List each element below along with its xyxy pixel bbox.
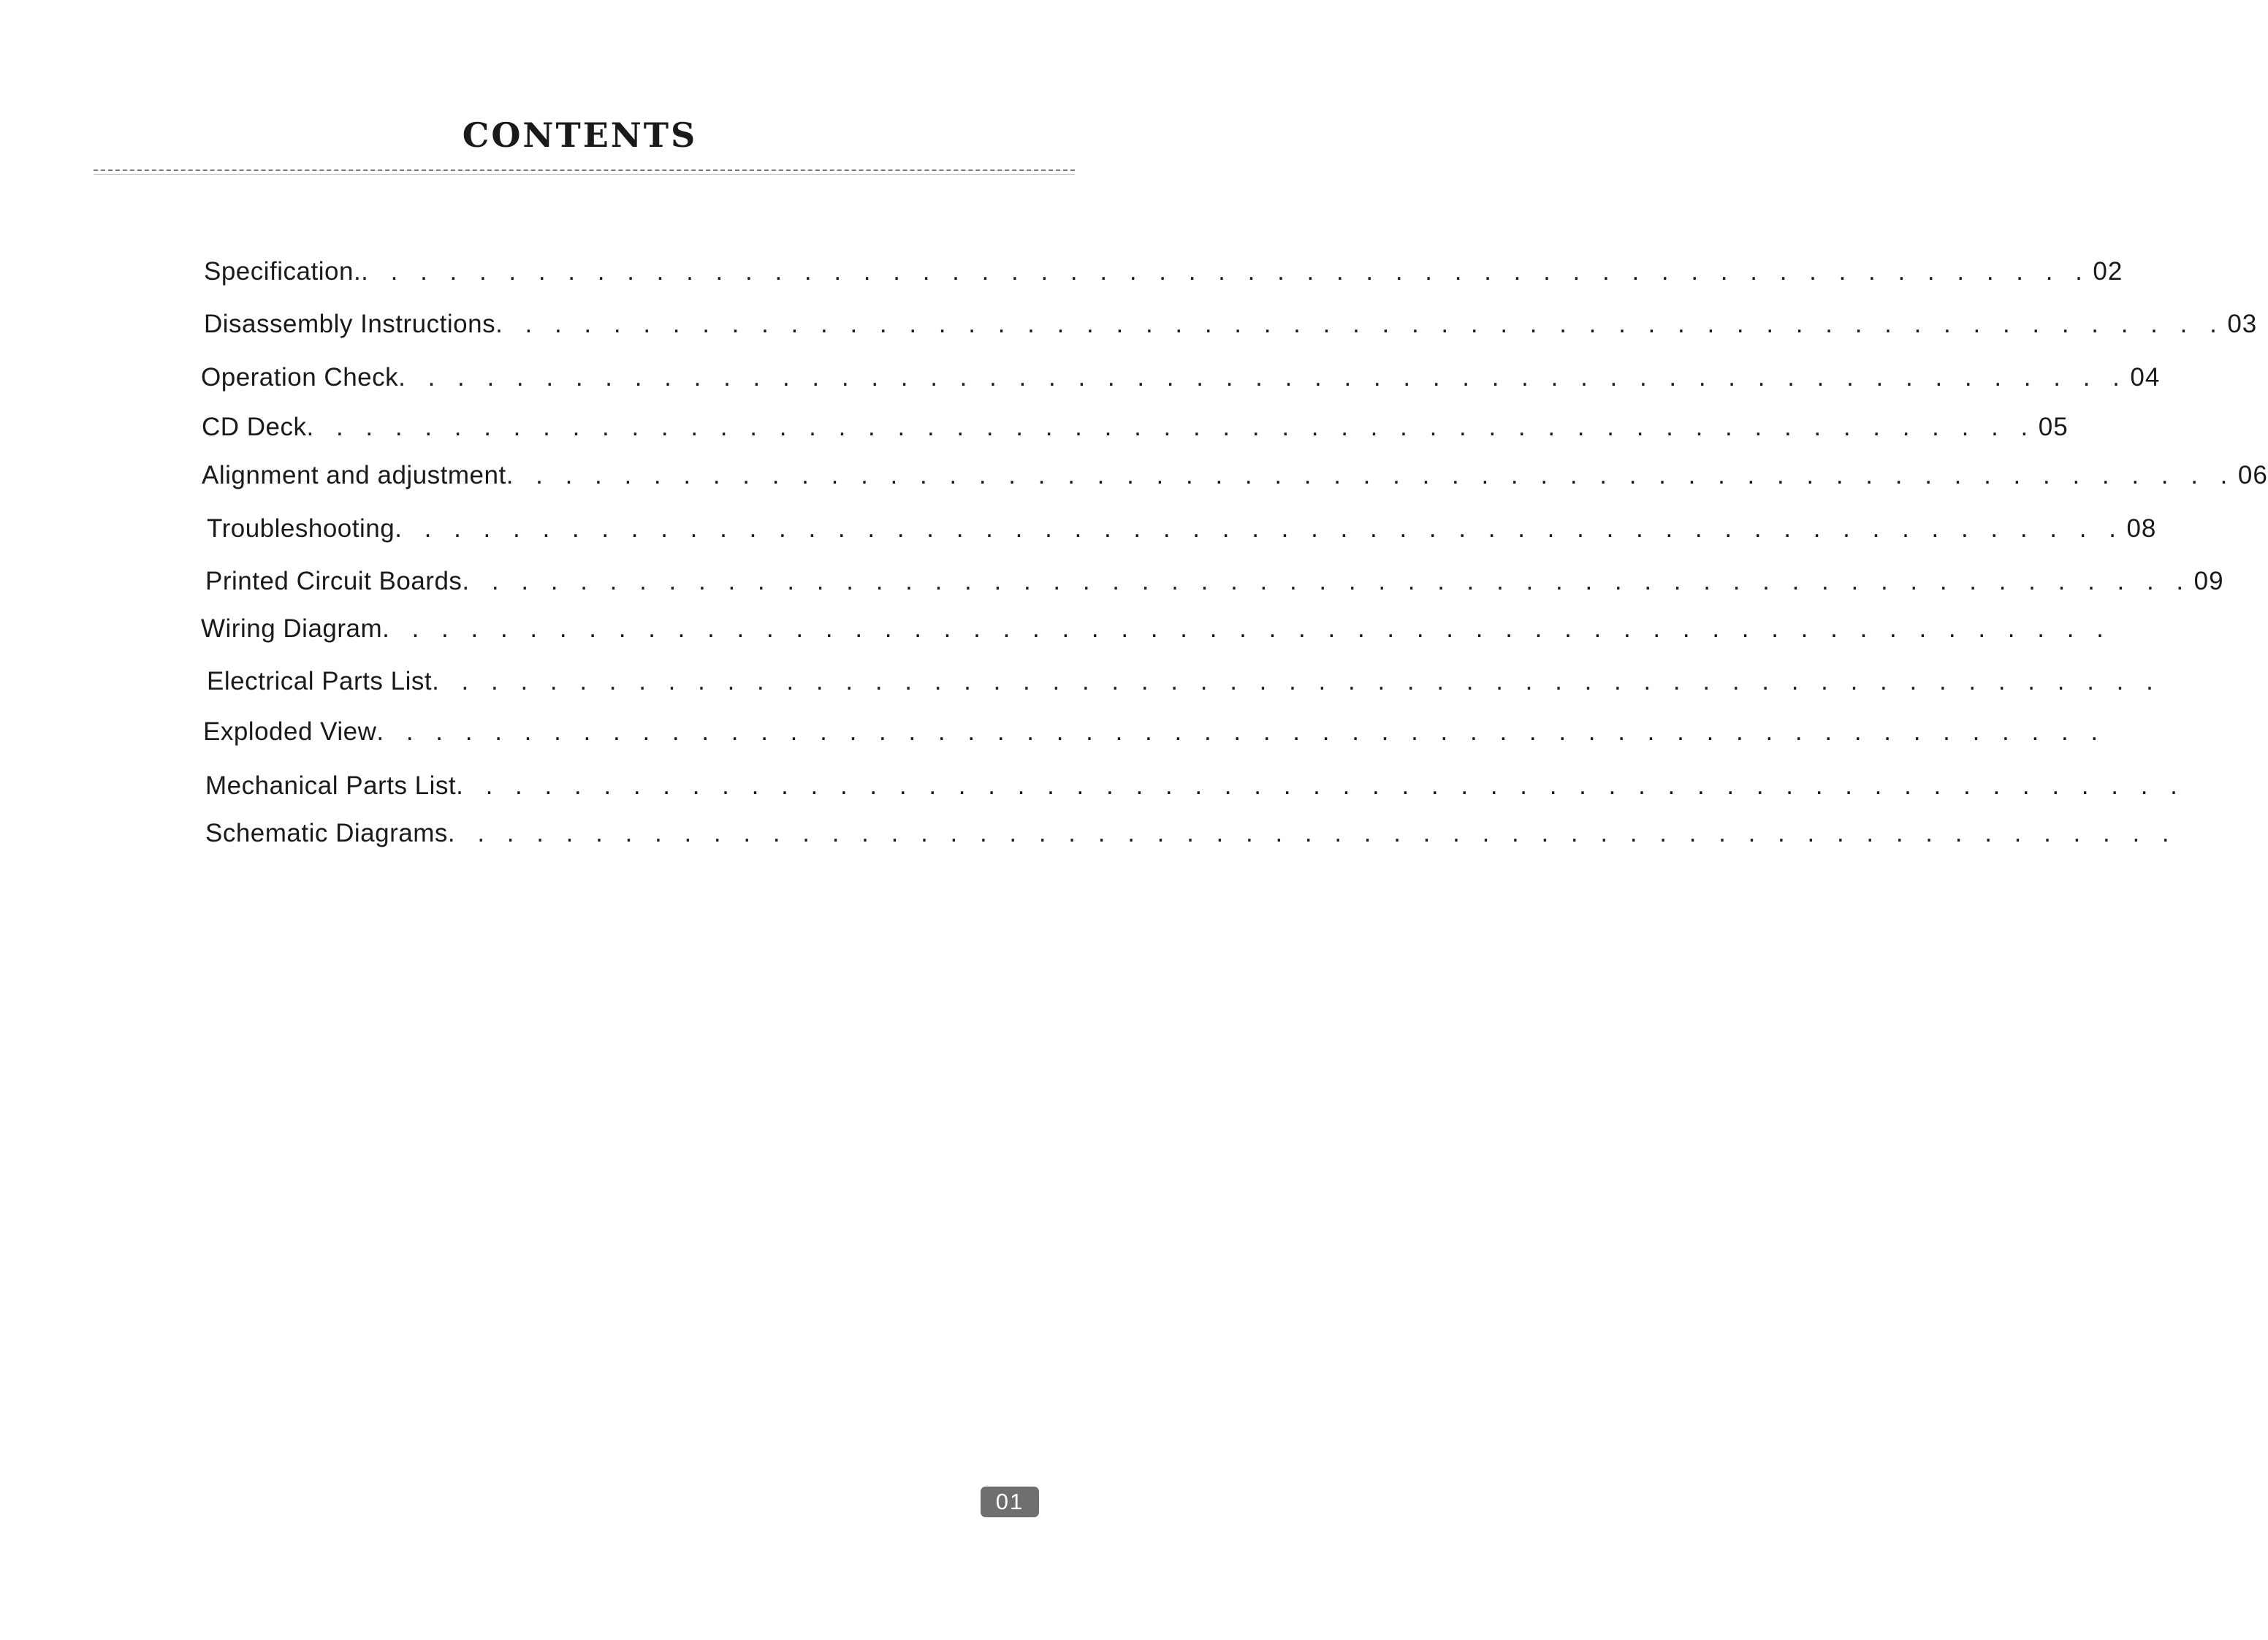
toc-dot-leader: . . . . . . . . . . . . . . . . . . . . . . . . . . . . . . . . . . . . . . . . . . . . . . . . . . . . . . . . . . . (398, 363, 2128, 392)
toc-entry-printed-circuit-boards[interactable] (205, 565, 2224, 598)
toc-entry-label: Printed Circuit Boards (205, 567, 463, 595)
toc-entry-label: Specification. (204, 257, 362, 286)
toc-entry-label: Exploded View (203, 717, 377, 746)
toc-dot-leader: . . . . . . . . . . . . . . . . . . . . . . . . . . . . . . . . . . . . . . . . . . . . . . . . . . . . . . . . . . . (395, 514, 2124, 543)
toc-dot-leader: . . . . . . . . . . . . . . . . . . . . . . . . . . . . . . . . . . . . . . . . . . . . . . . . . . . . . . . . . . . (432, 667, 2161, 695)
toc-entry-page: 03 (2227, 310, 2258, 338)
toc-entry-page: 09 (2193, 567, 2224, 595)
toc-entry-label: Mechanical Parts List (205, 771, 457, 800)
page-title: CONTENTS (462, 115, 698, 155)
title-divider (94, 169, 1075, 171)
toc-entry-exploded-view[interactable] (203, 715, 2106, 749)
toc-entry-label: Schematic Diagrams (205, 819, 448, 847)
toc-entry-label: CD Deck (202, 413, 307, 441)
toc-entry-label: Disassembly Instructions (204, 310, 496, 338)
page-number-badge: 01 (981, 1487, 1039, 1517)
toc-entry-label: Operation Check (201, 363, 399, 392)
toc-dot-leader: . . . . . . . . . . . . . . . . . . . . . . . . . . . . . . . . . . . . . . . . . . . . . . . . . . . . . . . . . . . (306, 413, 2036, 441)
toc-entry-page: 04 (2130, 363, 2161, 392)
toc-dot-leader: . . . . . . . . . . . . . . . . . . . . . . . . . . . . . . . . . . . . . . . . . . . . . . . . . . . . . . . . . . . (361, 257, 2090, 286)
toc-entry-label: Electrical Parts List (207, 667, 433, 695)
toc-dot-leader: . . . . . . . . . . . . . . . . . . . . . . . . . . . . . . . . . . . . . . . . . . . . . . . . . . . . . . . . . . . (462, 567, 2191, 595)
toc-entry-page: 05 (2038, 413, 2069, 441)
toc-entry-cd-deck[interactable] (202, 411, 2069, 444)
toc-entry-troubleshooting[interactable] (207, 512, 2157, 546)
toc-entry-page: 02 (2093, 257, 2123, 286)
toc-dot-leader: . . . . . . . . . . . . . . . . . . . . . . . . . . . . . . . . . . . . . . . . . . . . . . . . . . . . . . . . . . . (506, 461, 2235, 489)
toc-dot-leader: . . . . . . . . . . . . . . . . . . . . . . . . . . . . . . . . . . . . . . . . . . . . . . . . . . . . . . . . . . . (495, 310, 2225, 338)
toc-dot-leader: . . . . . . . . . . . . . . . . . . . . . . . . . . . . . . . . . . . . . . . . . . . . . . . . . . . . . . . . . . . (447, 819, 2177, 847)
title-divider-underline (94, 174, 1075, 175)
toc-entry-label: Wiring Diagram (201, 614, 383, 643)
toc-entry-specification[interactable] (204, 255, 2123, 289)
toc-entry-electrical-parts-list[interactable] (207, 665, 2161, 698)
toc-entry-wiring-diagram[interactable] (201, 612, 2112, 646)
toc-entry-mechanical-parts-list[interactable] (205, 769, 2185, 803)
toc-dot-leader: . . . . . . . . . . . . . . . . . . . . . . . . . . . . . . . . . . . . . . . . . . . . . . . . . . . . . . . . . . . (376, 717, 2106, 746)
toc-entry-page: 08 (2126, 514, 2157, 543)
toc-dot-leader: . . . . . . . . . . . . . . . . . . . . . . . . . . . . . . . . . . . . . . . . . . . . . . . . . . . . . . . . . . . (456, 771, 2185, 800)
toc-entry-disassembly-instructions[interactable] (204, 308, 2258, 341)
toc-entry-alignment-and-adjustment[interactable] (202, 459, 2268, 492)
toc-entry-operation-check[interactable] (201, 361, 2161, 394)
toc-entry-schematic-diagrams[interactable] (205, 817, 2177, 850)
toc-entry-label: Troubleshooting (207, 514, 395, 543)
toc-entry-label: Alignment and adjustment (202, 461, 506, 489)
toc-entry-page: 06 (2237, 461, 2268, 489)
toc-dot-leader: . . . . . . . . . . . . . . . . . . . . . . . . . . . . . . . . . . . . . . . . . . . . . . . . . . . . . . . . . . . (382, 614, 2112, 643)
